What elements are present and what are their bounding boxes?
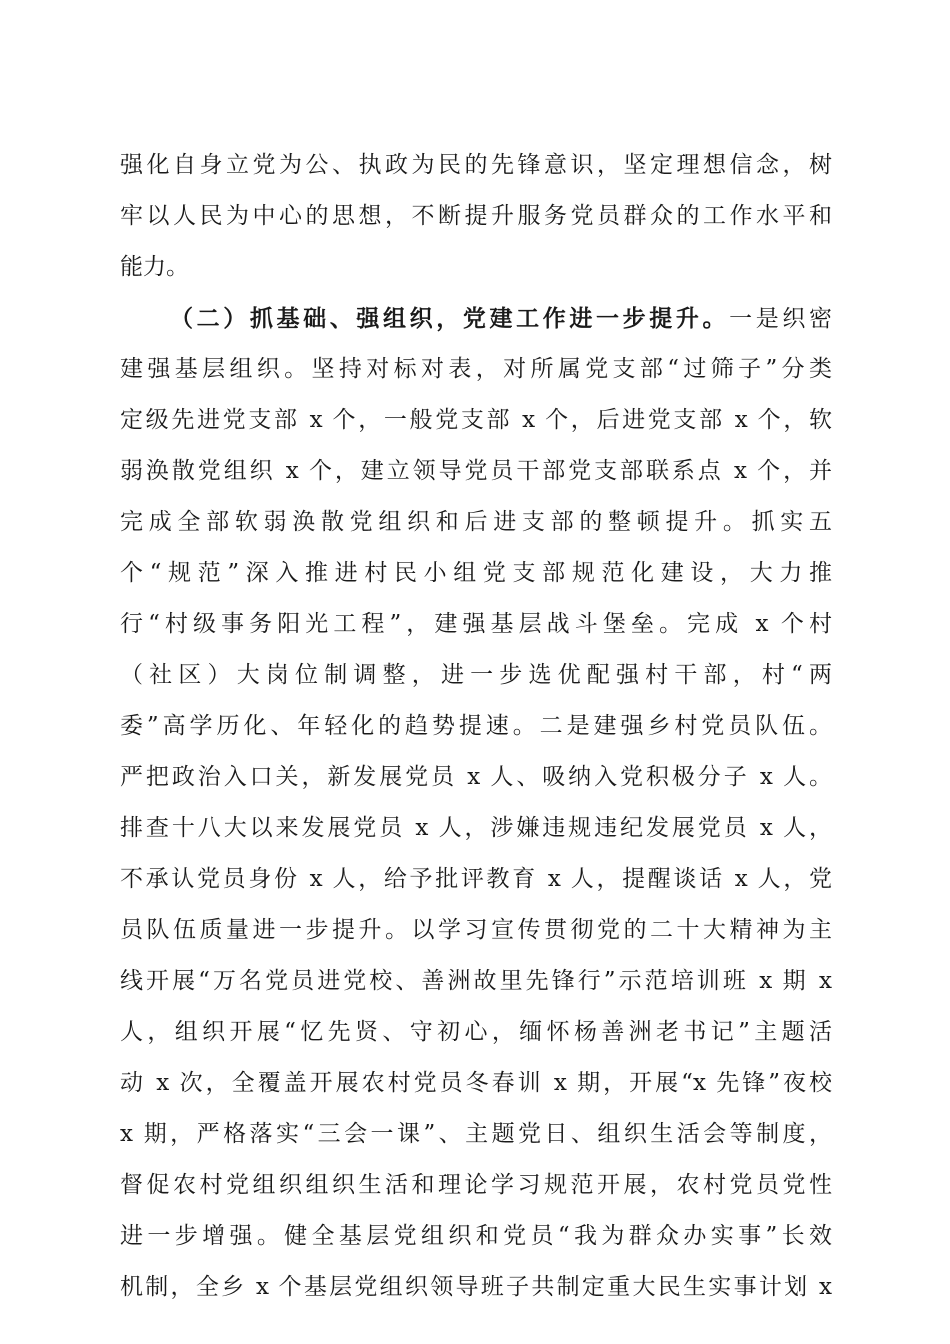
document-body xyxy=(120,140,832,1313)
text-line: 定级先进党支部 x 个，一般党支部 x 个，后进党支部 x 个，软 xyxy=(120,407,832,433)
text-line: 不承认党员身份 x 人，给予批评教育 x 人，提醒谈话 x 人，党 xyxy=(120,866,832,892)
text-line: 线开展“万名党员进党校、善洲故里先锋行”示范培训班 x 期 x xyxy=(120,968,832,994)
text-line: （社区）大岗位制调整，进一步选优配强村干部，村“两 xyxy=(120,662,832,688)
text-line: 完成全部软弱涣散党组织和后进支部的整顿提升。抓实五 xyxy=(120,509,832,535)
text-line: 机制，全乡 x 个基层党组织领导班子共制定重大民生实事计划 x xyxy=(120,1274,832,1300)
text-line: 人，组织开展“忆先贤、守初心，缅怀杨善洲老书记”主题活 xyxy=(120,1019,832,1045)
text-line: 员队伍质量进一步提升。以学习宣传贯彻党的二十大精神为主 xyxy=(120,917,832,943)
text-line: 行“村级事务阳光工程”，建强基层战斗堡垒。完成 x 个村 xyxy=(120,611,832,637)
text-line: 督促农村党组织组织生活和理论学习规范开展，农村党员党性 xyxy=(120,1172,832,1198)
text-line: 严把政治入口关，新发展党员 x 人、吸纳入党积极分子 x 人。 xyxy=(120,764,832,790)
text-span: 一是织密 xyxy=(729,306,832,332)
text-line: x 期，严格落实“三会一课”、主题党日、组织生活会等制度， xyxy=(120,1121,832,1147)
text-line: 个“规范”深入推进村民小组党支部规范化建设，大力推 xyxy=(120,560,832,586)
text-line: 牢以人民为中心的思想，不断提升服务党员群众的工作水平和 xyxy=(120,203,832,229)
text-line: 动 x 次，全覆盖开展农村党员冬春训 x 期，开展“x 先锋”夜校 xyxy=(120,1070,832,1096)
text-line: 委”高学历化、年轻化的趋势提速。二是建强乡村党员队伍。 xyxy=(120,713,832,739)
paragraph-1 xyxy=(120,140,832,293)
text-line: 建强基层组织。坚持对标对表，对所属党支部“过筛子”分类 xyxy=(120,356,832,382)
text-line: 弱涣散党组织 x 个，建立领导党员干部党支部联系点 x 个，并 xyxy=(120,458,832,484)
text-line: 排查十八大以来发展党员 x 人，涉嫌违规违纪发展党员 x 人， xyxy=(120,815,832,841)
text-line: 进一步增强。健全基层党组织和党员“我为群众办实事”长效 xyxy=(120,1223,832,1249)
text-line: 能力。 xyxy=(120,254,189,280)
paragraph-2 xyxy=(120,293,832,1313)
section-heading: （二）抓基础、强组织，党建工作进一步提升。 xyxy=(170,305,730,332)
text-line xyxy=(120,293,832,344)
text-line: 强化自身立党为公、执政为民的先锋意识，坚定理想信念，树 xyxy=(120,152,832,178)
